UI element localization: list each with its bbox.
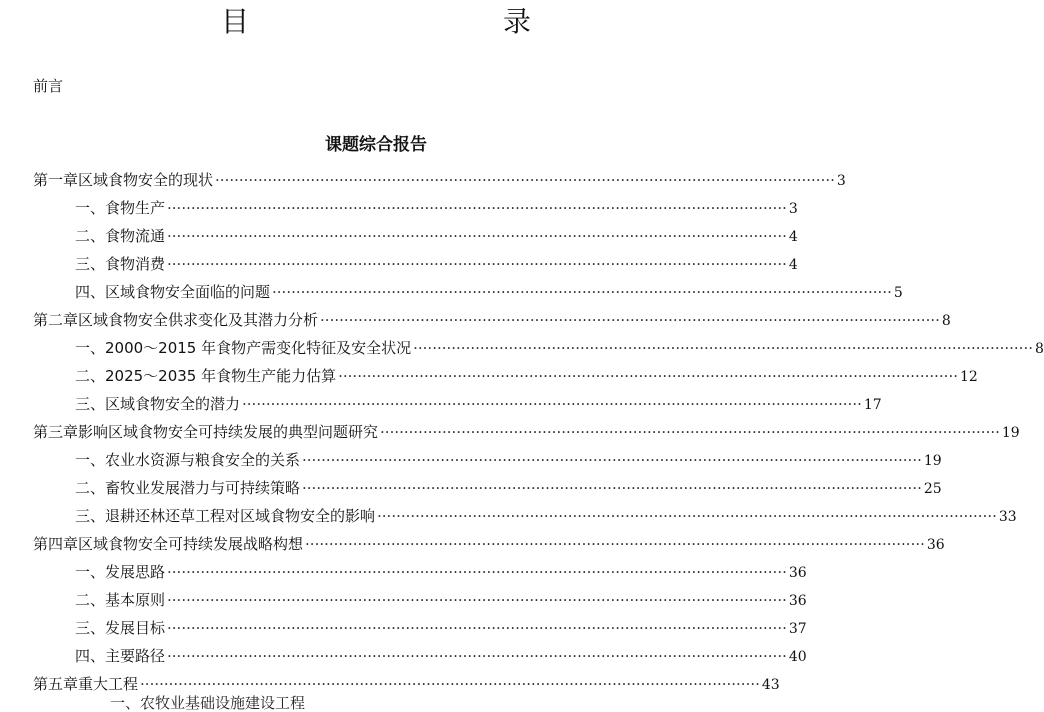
dot-leader (302, 474, 922, 502)
entry-label: 区域食物安全供求变化及其潜力分析 (78, 311, 319, 329)
dot-leader (413, 334, 1033, 362)
entry-label: 一、农业水资源与粮食安全的关系 (75, 451, 301, 469)
toc-row[interactable] (0, 390, 882, 418)
toc-title: 目 录 (220, 5, 597, 38)
dot-leader (167, 194, 787, 222)
chapter-number: 第三章 (33, 423, 79, 441)
toc-subsection-entry[interactable] (75, 502, 1017, 531)
toc-subsection-entry[interactable] (75, 194, 798, 223)
toc-subsection-entry[interactable] (75, 446, 942, 475)
section-title: 课题综合报告 (325, 135, 427, 155)
dot-leader (167, 614, 787, 642)
chapter-number: 第一章 (33, 171, 79, 189)
entry-label: 区域食物安全可持续发展战略构想 (78, 535, 304, 553)
toc-chapter-entry[interactable] (33, 418, 1020, 447)
toc-row[interactable] (0, 278, 903, 306)
toc-row[interactable] (0, 614, 807, 642)
entry-label: 三、区域食物安全的潜力 (75, 395, 241, 413)
page-number: 37 (788, 621, 807, 637)
entry-label: 区域食物安全的现状 (78, 171, 214, 189)
dot-leader (272, 278, 892, 306)
toc-row[interactable] (0, 362, 978, 390)
page-number: 3 (836, 173, 846, 189)
toc-subsection-entry[interactable] (75, 586, 807, 615)
entry-label: 四、区域食物安全面临的问题 (75, 283, 271, 301)
entry-label: 一、发展思路 (75, 563, 166, 581)
dot-leader (167, 586, 787, 614)
dot-leader (338, 362, 958, 390)
dot-leader (242, 390, 862, 418)
entry-label: 一、食物生产 (75, 199, 166, 217)
preface-link[interactable]: 前言 (33, 77, 64, 95)
chapter-number: 第二章 (33, 311, 79, 329)
dot-leader (380, 418, 1000, 446)
toc-row[interactable] (0, 418, 1020, 446)
page-number: 33 (998, 509, 1017, 525)
dot-leader (215, 166, 835, 194)
entry-label: 重大工程 (78, 675, 139, 693)
toc-row[interactable] (0, 194, 798, 222)
toc-row[interactable] (0, 474, 942, 502)
chapter-number: 第五章 (33, 675, 79, 693)
entry-label: 三、退耕还林还草工程对区域食物安全的影响 (75, 507, 376, 525)
toc-subsection-entry[interactable] (75, 390, 882, 419)
entry-label: 一、2000～2015 年食物产需变化特征及安全状况 (75, 339, 412, 357)
page-number: 19 (923, 453, 942, 469)
entry-label: 二、食物流通 (75, 227, 166, 245)
entry-label: 二、畜牧业发展潜力与可持续策略 (75, 479, 301, 497)
toc-row[interactable] (0, 502, 1017, 530)
entry-label: 三、食物消费 (75, 255, 166, 273)
entry-label: 影响区域食物安全可持续发展的典型问题研究 (78, 423, 379, 441)
page-number: 36 (788, 565, 807, 581)
toc-chapter-entry[interactable] (33, 530, 945, 559)
entry-label: 三、发展目标 (75, 619, 166, 637)
toc-subsection-entry[interactable] (75, 558, 807, 587)
dot-leader (167, 558, 787, 586)
toc-row[interactable] (0, 306, 951, 334)
toc-chapter-entry[interactable] (33, 166, 846, 195)
toc-row[interactable] (0, 642, 807, 670)
toc-row[interactable] (0, 530, 945, 558)
page-number: 8 (941, 313, 951, 329)
toc-subsection-entry[interactable] (75, 222, 798, 251)
toc-subsection-entry[interactable] (75, 250, 798, 279)
cutoff-line: 一、农牧业基础设施建设工程 (110, 694, 306, 712)
page-number: 12 (959, 369, 978, 385)
page-number: 43 (761, 677, 780, 693)
dot-leader (167, 642, 787, 670)
toc-subsection-entry[interactable] (75, 278, 903, 307)
toc-row[interactable] (0, 222, 798, 250)
entry-label: 二、基本原则 (75, 591, 166, 609)
dot-leader (320, 306, 940, 334)
toc-row[interactable] (0, 446, 942, 474)
dot-leader (377, 502, 997, 530)
dot-leader (167, 250, 787, 278)
page-number: 5 (893, 285, 903, 301)
page-number: 19 (1001, 425, 1020, 441)
dot-leader (167, 222, 787, 250)
page-number: 36 (788, 593, 807, 609)
toc-row[interactable] (0, 250, 798, 278)
page-number: 4 (788, 229, 798, 245)
dot-leader (302, 446, 922, 474)
page-number: 40 (788, 649, 807, 665)
toc-row[interactable] (0, 586, 807, 614)
entry-label: 四、主要路径 (75, 647, 166, 665)
toc-subsection-entry[interactable] (75, 614, 807, 643)
page-number: 4 (788, 257, 798, 273)
toc-chapter-entry[interactable] (33, 306, 951, 335)
toc-row[interactable] (0, 334, 1044, 362)
page-number: 17 (863, 397, 882, 413)
toc-row[interactable] (0, 558, 807, 586)
toc-subsection-entry[interactable] (75, 474, 942, 503)
page-number: 25 (923, 481, 942, 497)
page-number: 36 (926, 537, 945, 553)
toc-row[interactable] (0, 166, 846, 194)
toc-subsection-entry[interactable] (75, 362, 978, 391)
toc-subsection-entry[interactable] (75, 334, 1044, 363)
page-number: 8 (1034, 341, 1044, 357)
page-number: 3 (788, 201, 798, 217)
chapter-number: 第四章 (33, 535, 79, 553)
dot-leader (305, 530, 925, 558)
toc-subsection-entry[interactable] (75, 642, 807, 671)
entry-label: 二、2025～2035 年食物生产能力估算 (75, 367, 337, 385)
